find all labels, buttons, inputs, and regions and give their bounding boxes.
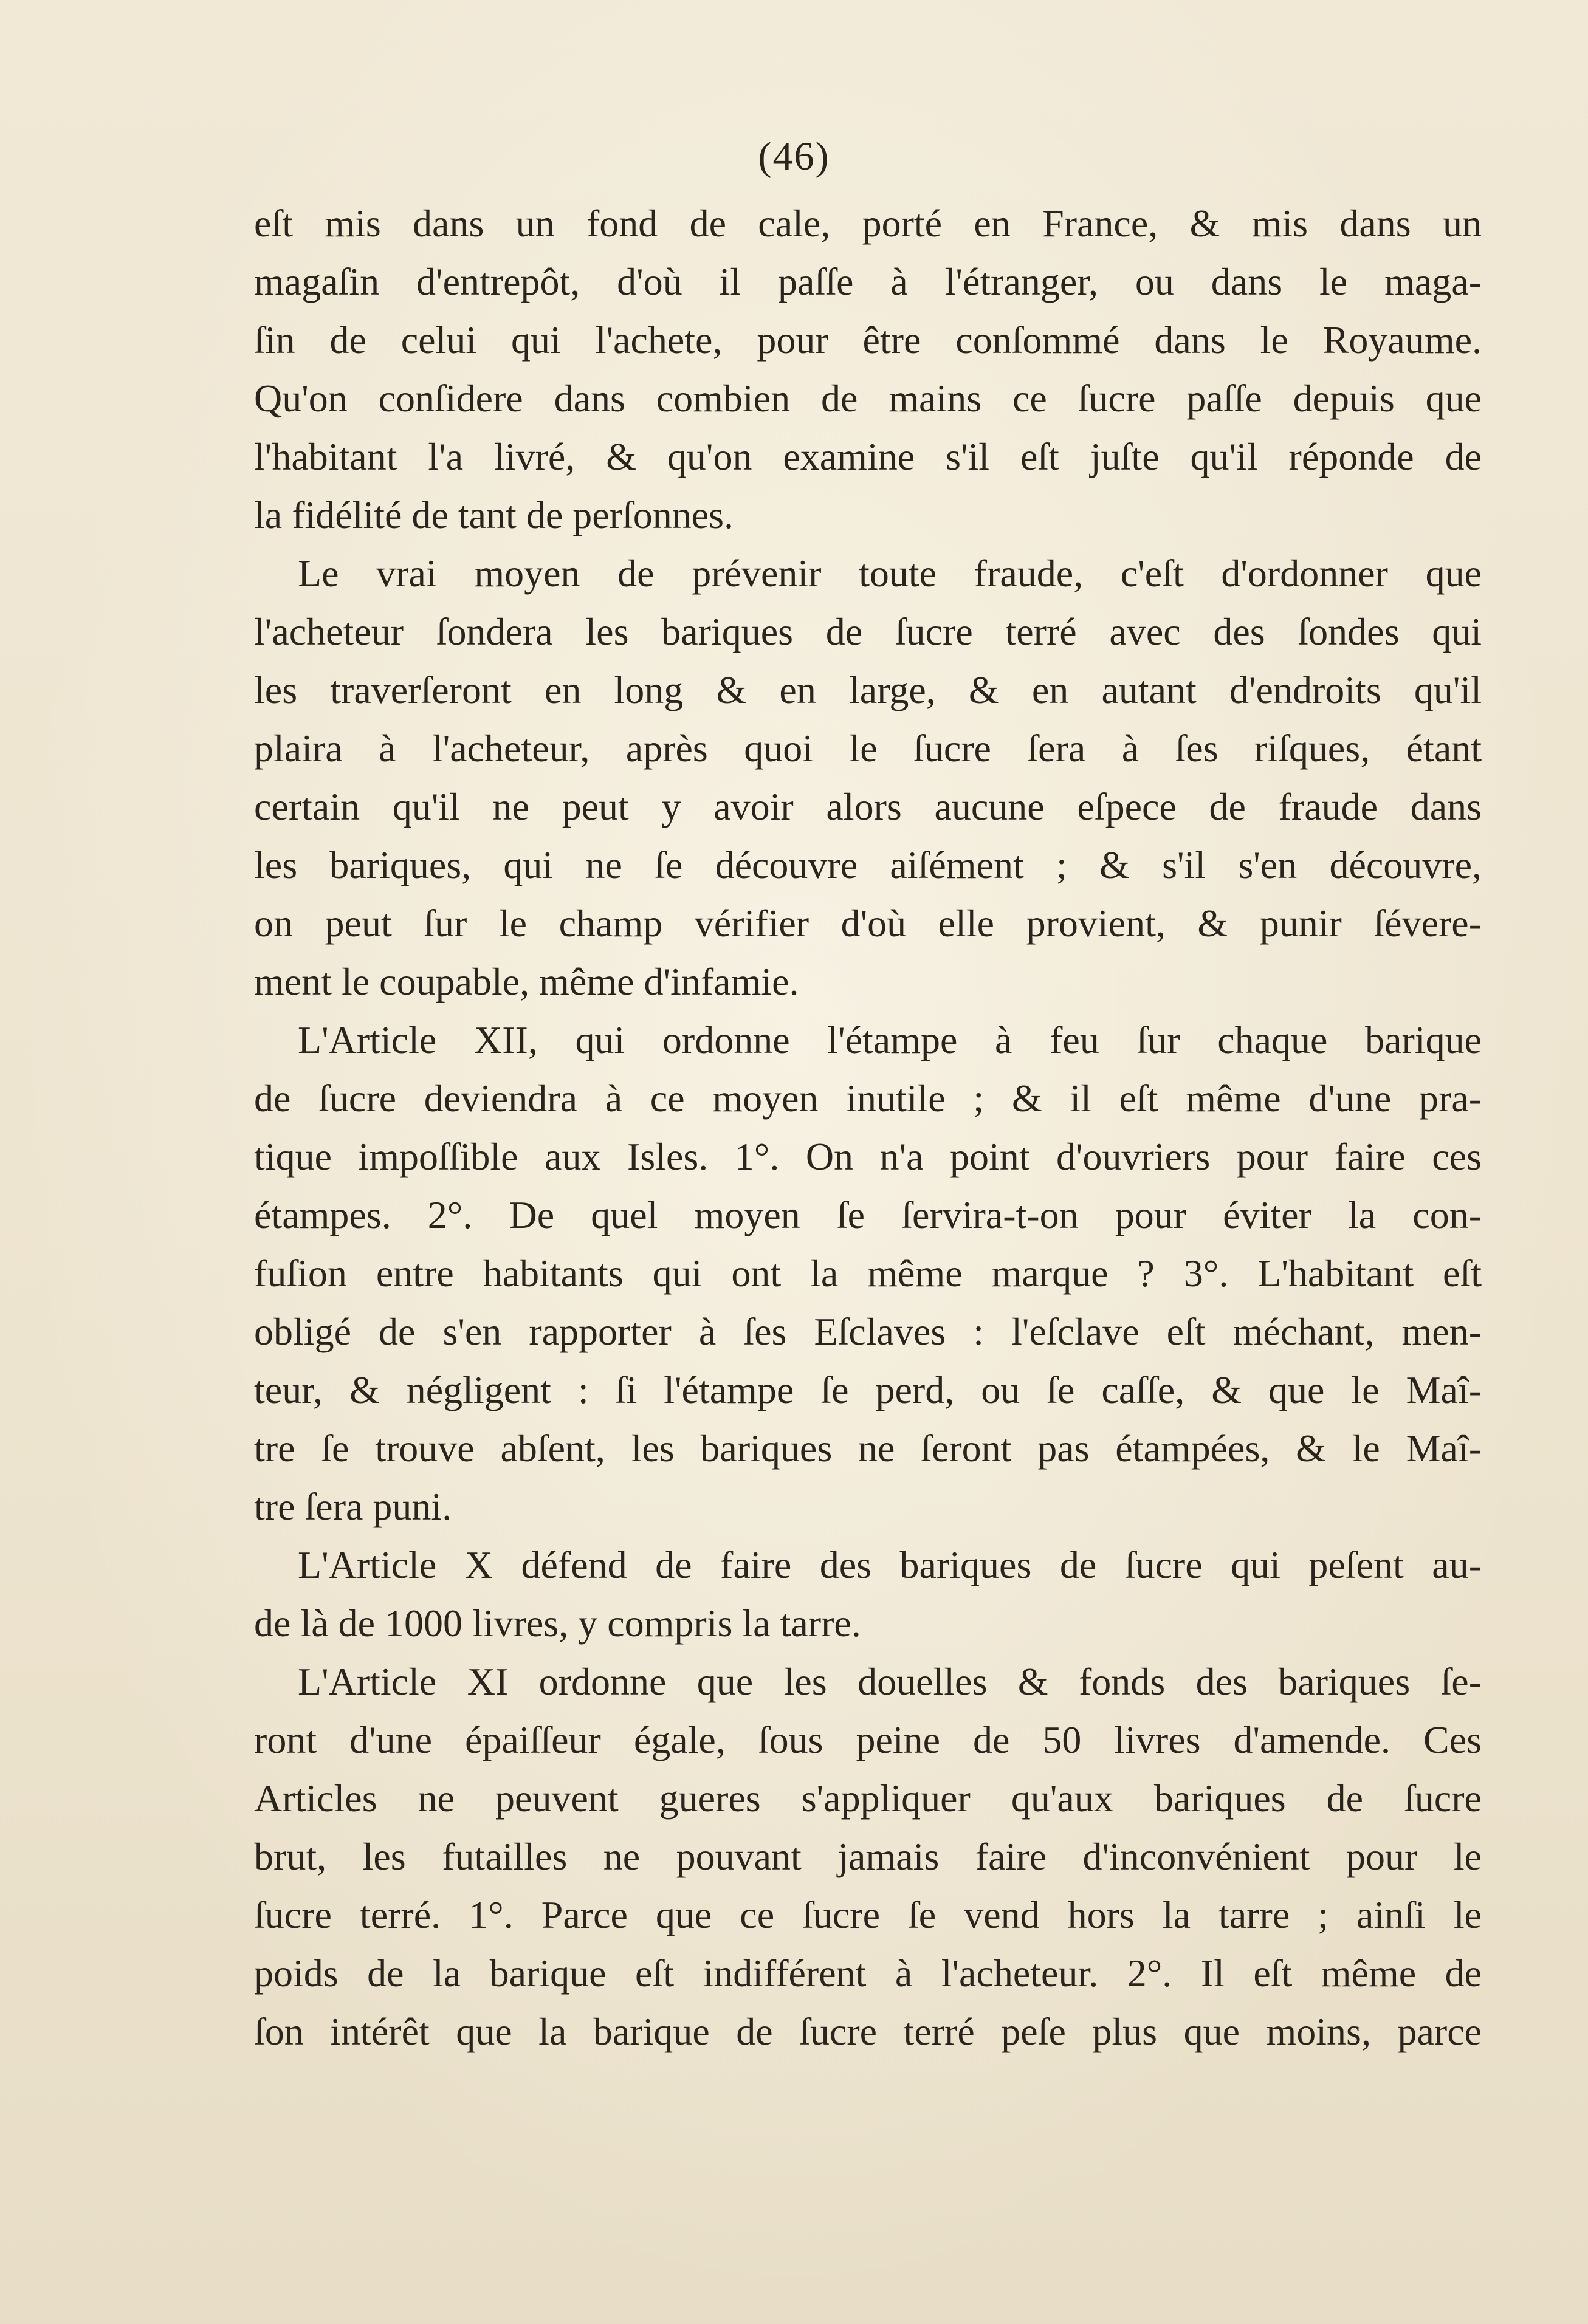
text-line: Articles ne peuvent gueres s'appliquer qu'aux bariques de ſucre xyxy=(254,1777,1482,1820)
text-line: ment le coupable, même d'infamie. xyxy=(254,960,799,1003)
text-line: étampes. 2°. De quel moyen ſe ſervira-t-on pour éviter la con- xyxy=(254,1193,1482,1236)
text-line: teur, & négligent : ſi l'étampe ſe perd, ou ſe caſſe, & que le Maî- xyxy=(254,1368,1482,1411)
text-line: brut, les futailles ne pouvant jamais faire d'inconvénient pour le xyxy=(254,1835,1482,1878)
body-text xyxy=(254,194,1482,2061)
text-line: ſucre terré. 1°. Parce que ce ſucre ſe vend hors la tarre ; ainſi le xyxy=(254,1893,1482,1936)
text-line: de là de 1000 livres, y compris la tarre. xyxy=(254,1602,861,1645)
paragraph-start-line: L'Article XII, qui ordonne l'étampe à feu ſur chaque barique xyxy=(298,1018,1482,1061)
text-line: les bariques, qui ne ſe découvre aiſément ; & s'il s'en découvre, xyxy=(254,843,1482,886)
text-line: fuſion entre habitants qui ont la même marque ? 3°. L'habitant eſt xyxy=(254,1252,1482,1295)
text-line: l'habitant l'a livré, & qu'on examine s'il eſt juſte qu'il réponde de xyxy=(254,435,1482,478)
paragraph-start-line: L'Article X défend de faire des bariques de ſucre qui peſent au- xyxy=(298,1543,1482,1586)
text-line: la fidélité de tant de perſonnes. xyxy=(254,493,734,536)
text-line: tique impoſſible aux Isles. 1°. On n'a point d'ouvriers pour faire ces xyxy=(254,1135,1482,1178)
text-line: tre ſera puni. xyxy=(254,1485,452,1528)
paragraph-start-line: L'Article XI ordonne que les douelles & fonds des bariques ſe- xyxy=(298,1660,1482,1703)
text-line: ſin de celui qui l'achete, pour être conſommé dans le Royaume. xyxy=(254,318,1482,362)
text-line: de ſucre deviendra à ce moyen inutile ; & il eſt même d'une pra- xyxy=(254,1077,1482,1120)
text-line: l'acheteur ſondera les bariques de ſucre terré avec des ſondes qui xyxy=(254,610,1482,653)
text-line: certain qu'il ne peut y avoir alors aucune eſpece de fraude dans xyxy=(254,785,1482,828)
text-line: ront d'une épaiſſeur égale, ſous peine de 50 livres d'amende. Ces xyxy=(254,1718,1482,1761)
text-line: plaira à l'acheteur, après quoi le ſucre ſera à ſes riſques, étant xyxy=(254,727,1482,770)
text-line: les traverſeront en long & en large, & en autant d'endroits qu'il xyxy=(254,668,1482,711)
text-line: eſt mis dans un fond de cale, porté en France, & mis dans un xyxy=(254,202,1482,245)
text-line: Qu'on conſidere dans combien de mains ce ſucre paſſe depuis que xyxy=(254,377,1482,420)
text-line: tre ſe trouve abſent, les bariques ne ſeront pas étampées, & le Maî- xyxy=(254,1427,1482,1470)
text-line: on peut ſur le champ vérifier d'où elle provient, & punir ſévere- xyxy=(254,902,1482,945)
text-line: poids de la barique eſt indifférent à l'acheteur. 2°. Il eſt même de xyxy=(254,1952,1482,1995)
text-line: magaſin d'entrepôt, d'où il paſſe à l'étranger, ou dans le maga- xyxy=(254,260,1482,303)
paragraph-start-line: Le vrai moyen de prévenir toute fraude, c'eſt d'ordonner que xyxy=(298,552,1482,595)
page-number: (46) xyxy=(758,134,830,179)
text-line: ſon intérêt que la barique de ſucre terré peſe plus que moins, parce xyxy=(254,2010,1482,2053)
text-line: obligé de s'en rapporter à ſes Eſclaves : l'eſclave eſt méchant, men- xyxy=(254,1310,1482,1353)
